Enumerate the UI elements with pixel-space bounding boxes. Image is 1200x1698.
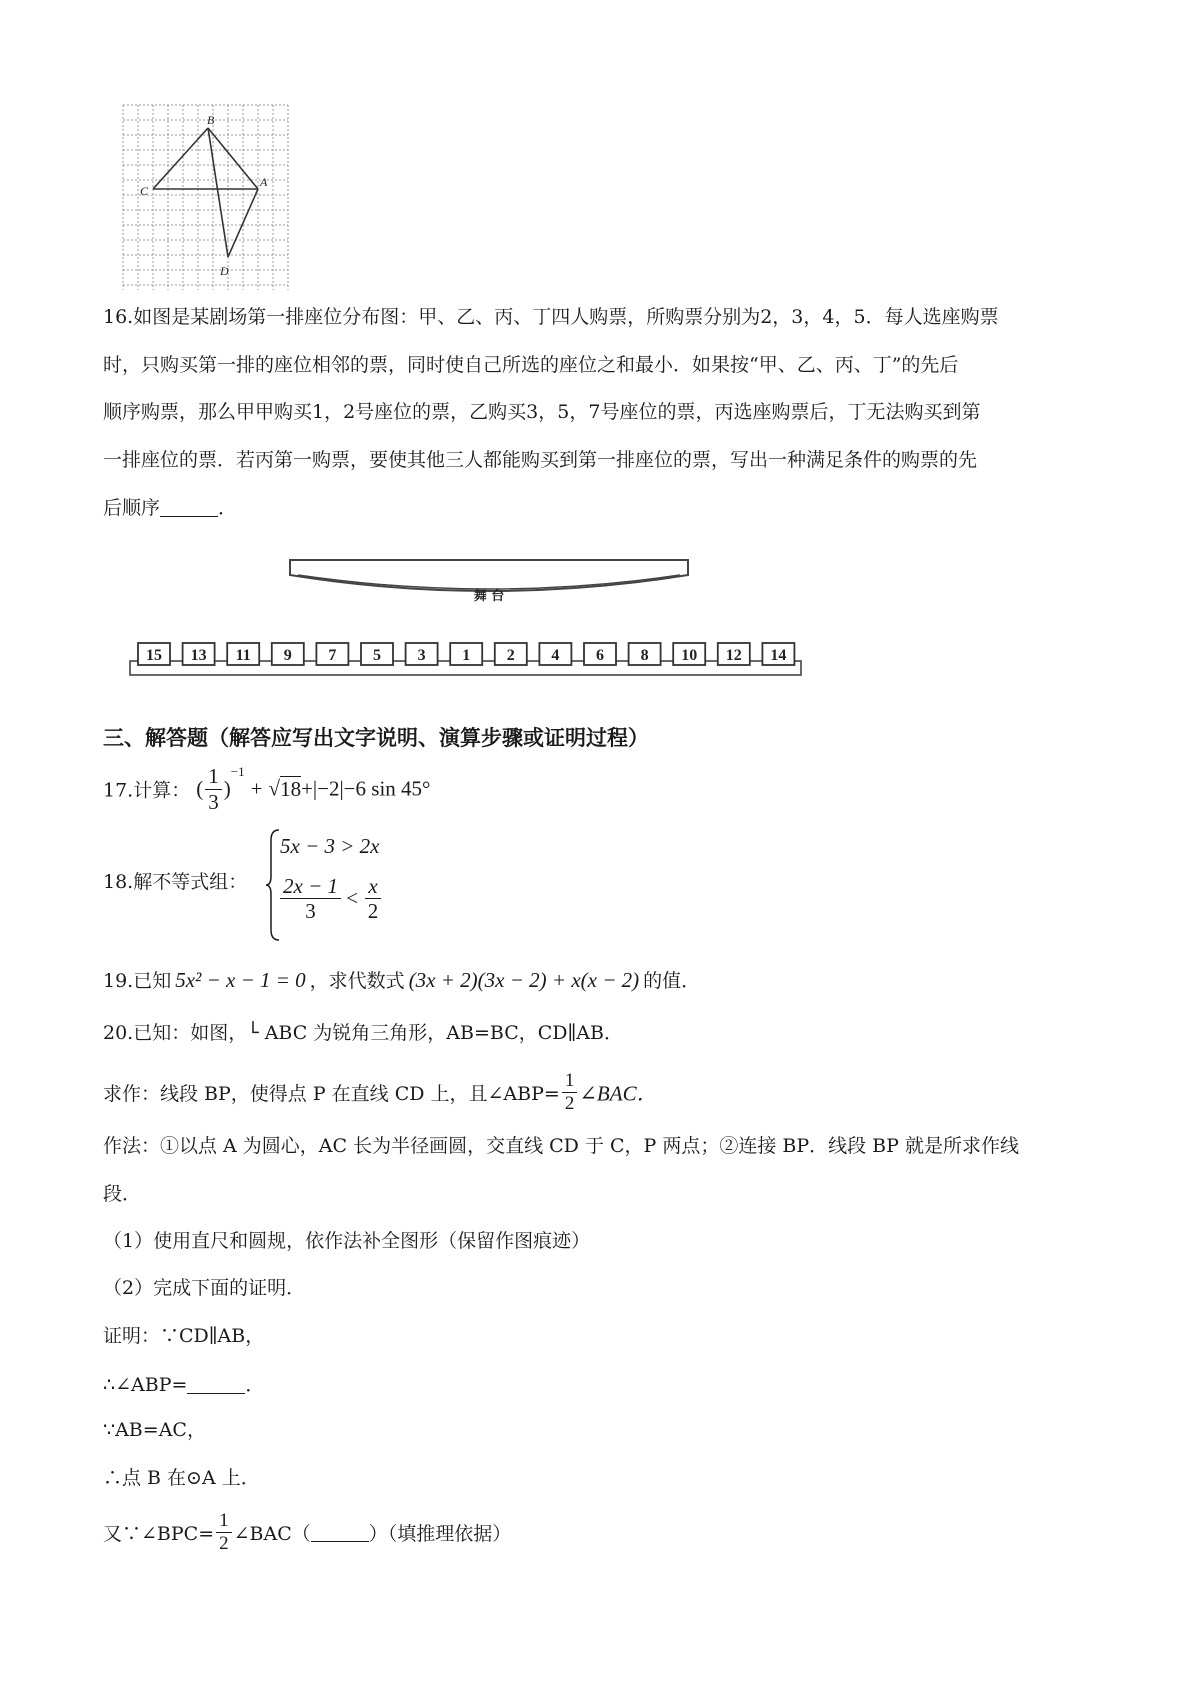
q20-line2-frac-num: 1 bbox=[562, 1070, 578, 1093]
q16-line5 bbox=[103, 493, 237, 520]
seat-8 bbox=[629, 643, 661, 665]
q20-line9: ∵AB=AC， bbox=[103, 1419, 206, 1441]
seat-row bbox=[130, 643, 801, 675]
q17-sqrt-sign: √ bbox=[268, 776, 281, 801]
q17-tail: +|−2|−6 sin 45° bbox=[301, 776, 431, 801]
seat-11 bbox=[227, 643, 259, 665]
label-b: B bbox=[207, 113, 215, 127]
seat-9 bbox=[272, 643, 304, 665]
q18-rhs-num: x bbox=[365, 874, 380, 899]
q19-expression: (3x + 2)(3x − 2) + x(x − 2) bbox=[408, 968, 640, 992]
seat-number: 9 bbox=[283, 647, 292, 664]
q16-line1: 16.如图是某剧场第一排座位分布图：甲、乙、丙、丁四人购票，所购票分别为2，3，4，5．每人选座购票 bbox=[103, 306, 999, 328]
q16-line2: 时，只购买第一排的座位相邻的票，同时使自己所选的座位之和最小．如果按“甲、乙、丙、丁”的先后 bbox=[103, 354, 959, 376]
label-c: C bbox=[140, 184, 149, 198]
section3-title: 三、解答题（解答应写出文字说明、演算步骤或证明过程） bbox=[103, 725, 649, 750]
q20-line11-blank bbox=[311, 1522, 369, 1542]
seat-1 bbox=[450, 643, 482, 665]
q17-frac-den: 3 bbox=[208, 789, 219, 814]
q18-label: 18.解不等式组： bbox=[103, 871, 248, 893]
q20-line11-b: ∠BAC（ bbox=[233, 1522, 311, 1545]
seat-number: 8 bbox=[640, 647, 649, 664]
seat-number: 12 bbox=[725, 647, 742, 664]
q18-ineq1: 5x − 3 > 2x bbox=[280, 834, 380, 858]
seat-10 bbox=[673, 643, 705, 665]
q19-label: 19.已知 bbox=[103, 970, 172, 992]
q18-brace bbox=[265, 828, 281, 942]
q16-line3: 顺序购票，那么甲甲购买1，2号座位的票，乙购买3，5，7号座位的票，丙选座购票后，丁无法购买到第 bbox=[103, 401, 981, 423]
q20-line8-blank bbox=[187, 1374, 245, 1394]
q17-label: 17.计算： bbox=[103, 779, 191, 802]
seat-number: 7 bbox=[328, 647, 337, 664]
q18-frac-num: 2x − 1 bbox=[280, 874, 341, 899]
seat-number: 5 bbox=[373, 647, 381, 664]
segment-bd bbox=[208, 128, 228, 257]
q18-frac-den: 3 bbox=[305, 899, 316, 924]
q20-line4: 段． bbox=[103, 1183, 142, 1205]
label-a: A bbox=[260, 175, 268, 189]
seat-number: 4 bbox=[551, 647, 560, 664]
q20-line11-frac-num: 1 bbox=[216, 1510, 232, 1533]
stage-label: 舞 台 bbox=[473, 589, 505, 604]
q17-plus: + bbox=[250, 776, 263, 801]
q20-line2 bbox=[103, 1070, 658, 1115]
seat-12 bbox=[718, 643, 750, 665]
q19-equation: 5x² − x − 1 = 0 bbox=[175, 968, 306, 992]
q20-line8-b: ． bbox=[245, 1374, 265, 1396]
q19 bbox=[103, 970, 700, 991]
seat-15 bbox=[138, 643, 170, 665]
seat-4 bbox=[539, 643, 571, 665]
q20-line2-frac-den: 2 bbox=[564, 1092, 575, 1114]
q20-line2-b: ∠BAC． bbox=[579, 1081, 658, 1106]
q16-answer-blank bbox=[160, 497, 218, 517]
stage-shape bbox=[290, 560, 688, 591]
q17-frac-num: 1 bbox=[205, 764, 222, 789]
q20-line7: 证明：∵CD∥AB， bbox=[103, 1325, 265, 1347]
q20-line8-a: ∴∠ABP= bbox=[103, 1374, 188, 1396]
q19-mid: ，求代数式 bbox=[309, 970, 405, 992]
q16-line5-end: ． bbox=[218, 497, 238, 519]
q17-exp: −1 bbox=[230, 764, 245, 779]
q20-line6: （2）完成下面的证明． bbox=[103, 1277, 306, 1299]
label-d: D bbox=[220, 264, 229, 278]
seat-14 bbox=[762, 643, 794, 665]
q20-line2-a: 求作：线段 BP，使得点 P 在直线 CD 上，且∠ABP= bbox=[103, 1082, 560, 1105]
seat-number: 11 bbox=[235, 647, 251, 664]
seat-number: 1 bbox=[462, 647, 471, 664]
q20-line5: （1）使用直尺和圆规，依作法补全图形（保留作图痕迹） bbox=[103, 1230, 591, 1252]
seat-number: 14 bbox=[770, 647, 787, 664]
seat-number: 10 bbox=[681, 647, 698, 664]
seat-number: 3 bbox=[417, 647, 426, 664]
q19-end: 的值． bbox=[643, 970, 701, 992]
seat-13 bbox=[183, 643, 215, 665]
seat-number: 15 bbox=[146, 647, 162, 664]
q20-line3: 作法：①以点 A 为圆心，AC 长为半径画圆，交直线 CD 于 C，P 两点；②连接 BP．线段 BP 就是所求作线 bbox=[103, 1135, 1019, 1157]
seat-number: 2 bbox=[506, 647, 515, 664]
seat-number: 6 bbox=[596, 647, 604, 664]
q18-lt: < bbox=[346, 886, 359, 911]
seat-3 bbox=[406, 643, 438, 665]
stage-seat-diagram bbox=[128, 555, 848, 695]
q17-frac bbox=[205, 764, 222, 813]
q16-line5-text: 后顺序 bbox=[103, 497, 161, 519]
q17: 17.计算： ( $\frac{1}{3}$ )$^{-1}$ + √18+|−2|−6 sin 45° bbox=[103, 764, 431, 814]
q20-line1: 20.已知：如图，└ ABC 为锐角三角形，AB=BC，CD∥AB． bbox=[103, 1022, 623, 1044]
q20-line11-a: 又∵∠BPC= bbox=[103, 1522, 215, 1545]
seat-6 bbox=[584, 643, 616, 665]
q20-line11-c: ）（填推理依据） bbox=[368, 1522, 512, 1545]
q20-line8 bbox=[103, 1374, 264, 1395]
q16-line4: 一排座位的票．若丙第一购票，要使其他三人都能购买到第一排座位的票，写出一种满足条件的购票的先 bbox=[103, 449, 978, 471]
seat-7 bbox=[316, 643, 348, 665]
q17-sqrt-value: 18 bbox=[280, 776, 302, 801]
q18-rhs-den: 2 bbox=[367, 899, 379, 924]
q20-line10: ∴点 B 在⊙A 上． bbox=[103, 1467, 260, 1489]
seat-5 bbox=[361, 643, 393, 665]
q20-line11-frac-den: 2 bbox=[219, 1532, 229, 1554]
q20-line11 bbox=[103, 1510, 511, 1555]
grid-triangle-figure bbox=[118, 100, 318, 300]
seat-number: 13 bbox=[190, 647, 207, 664]
q18-ineq2 bbox=[280, 874, 383, 923]
seat-2 bbox=[495, 643, 527, 665]
